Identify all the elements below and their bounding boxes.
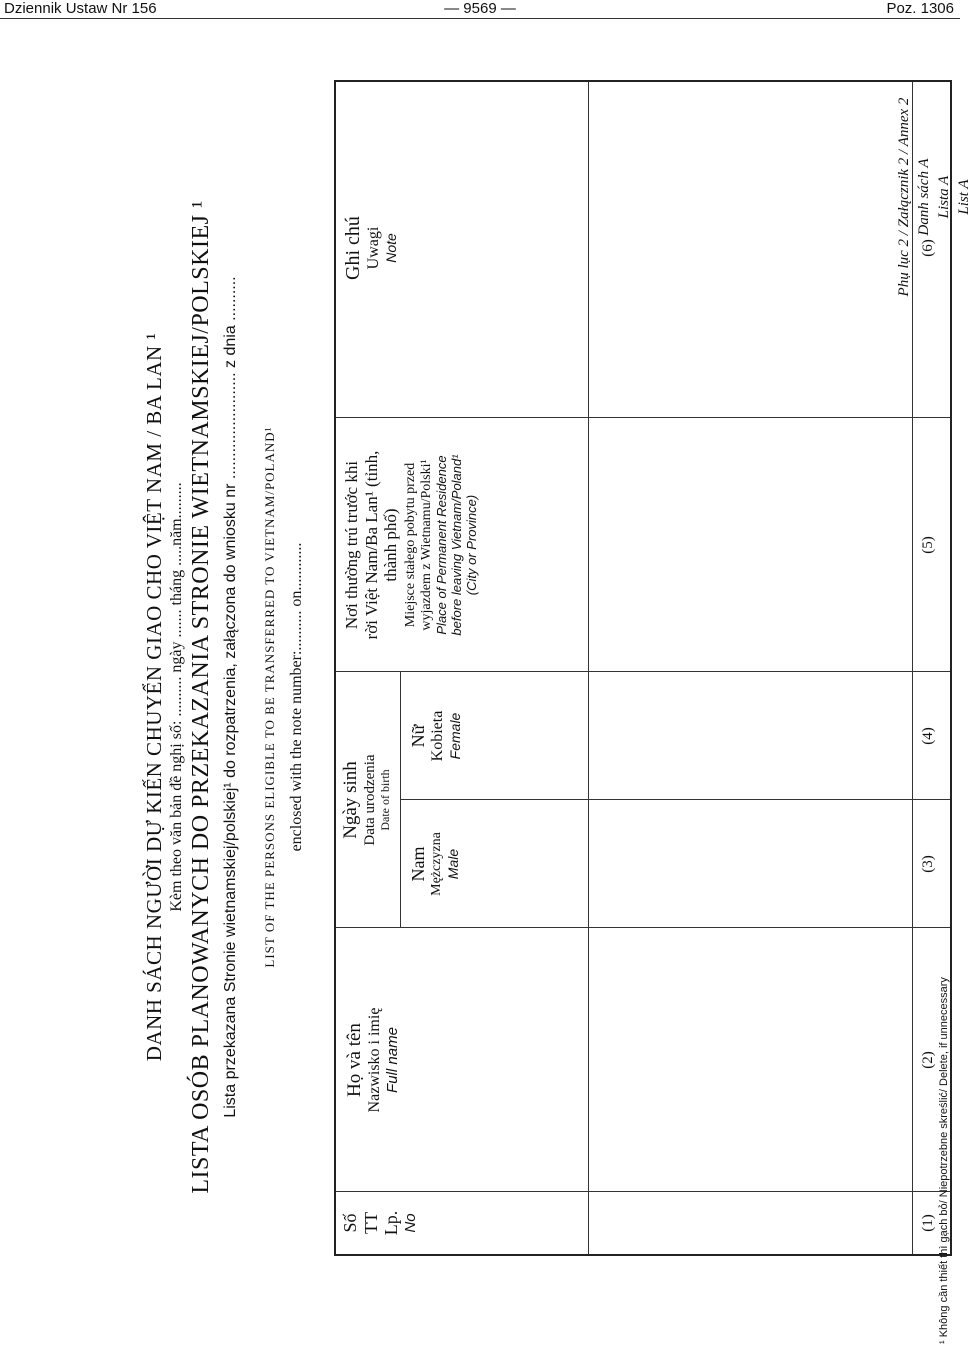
annex-line-2: Danh sách A [916,158,932,236]
row-divider [400,672,401,928]
subtitle-english: enclosed with the note number:.......... on............ [288,542,305,852]
column-divider [400,799,950,800]
header-text: Họ và tên [344,1023,365,1097]
title-vietnamese: DANH SÁCH NGƯỜI DỰ KIẾN CHUYỂN GIAO CHO VIỆT NAM / BA LAN ¹ [142,332,166,1062]
title-polish: LISTA OSÓB PLANOWANYCH DO PRZEKAZANIA STRONIE WIETNAMSKIEJ/POLSKIEJ ¹ [188,200,214,1194]
header-text: Nữ [408,724,428,748]
column-number-6: (6) [920,239,936,257]
column-number-2: (2) [920,1051,936,1069]
position-number: Poz. 1306 [886,0,954,17]
header-text: Ngày sinh [340,761,361,839]
header-text: Nam [408,846,428,882]
header-text: Miejsce stałego pobytu przed [402,462,418,628]
numbers-divider [912,82,913,1254]
page-number: — 9569 — [444,0,516,17]
annex-line-3: Lista A [936,175,952,219]
annex-line-1: Phụ lục 2 / Załącznik 2 / Annex 2 [896,97,912,297]
header-text: Place of Permanent Residence [433,455,449,635]
header-text: Lp. [381,1210,402,1236]
header-text: before leaving Vietnam/Poland¹ [448,454,464,636]
header-text: (City or Province) [463,494,479,596]
header-col-number [340,1192,419,1254]
header-text: thành phố) [381,508,401,582]
header-divider [588,82,589,1254]
persons-table [334,80,952,1256]
header-text: No [402,1213,420,1233]
footnote: ¹ Không cần thiết thì gạch bỏ/ Niepotrzebne skreślić/ Delete, if unnecessary [938,977,950,1344]
header-col-residence [342,418,480,672]
rotated-document-page [0,42,972,1352]
header-text: Note [383,233,400,263]
header-text: TT [360,1212,381,1234]
header-text: Kobieta [428,710,446,762]
column-number-5: (5) [920,536,936,554]
annex-line-4: List A [956,179,972,215]
header-text: Uwagi [365,226,382,270]
header-col-female [408,672,463,800]
header-text: rời Việt Nam/Ba Lan¹ (tỉnh, [361,450,381,640]
header-text: Ghi chú [342,216,364,280]
header-col-male [408,800,461,928]
header-group-dob [340,672,393,928]
column-number-3: (3) [920,855,936,873]
header-text: Data urodzenia [361,754,378,846]
header-text: Male [444,848,461,880]
header-text: wyjazdem z Wietnamu/Polski¹ [418,459,434,631]
header-text: Số [340,1213,360,1233]
column-divider [336,1191,950,1192]
column-number-1: (1) [920,1214,936,1232]
subtitle-vietnamese: Kèm theo văn bản đề nghị số: .......... ngày ....... tháng .....năm......... [168,482,185,912]
journal-title: Dziennik Ustaw Nr 156 [4,0,157,17]
header-col-note [342,78,399,418]
title-english: LIST OF THE PERSONS ELIGIBLE TO BE TRANSFERRED TO VIETNAM/POLAND¹ [262,426,277,968]
page-header [0,0,960,19]
column-number-4: (4) [920,727,936,745]
header-text: Female [447,712,464,760]
header-text: Full name [384,1027,402,1093]
header-text: Nazwisko i imię [365,1007,383,1113]
header-text: Nơi thường trú trước khi [342,460,361,630]
subtitle-polish: Lista przekazana Stronie wietnamskiej/polskiej¹ do rozpatrzenia, załączona do wniosku nr ........................ z dnia .......... [222,276,239,1118]
header-col-name [344,928,401,1192]
header-text: Mężczyzna [428,832,444,896]
header-text: Date of birth [378,769,393,831]
